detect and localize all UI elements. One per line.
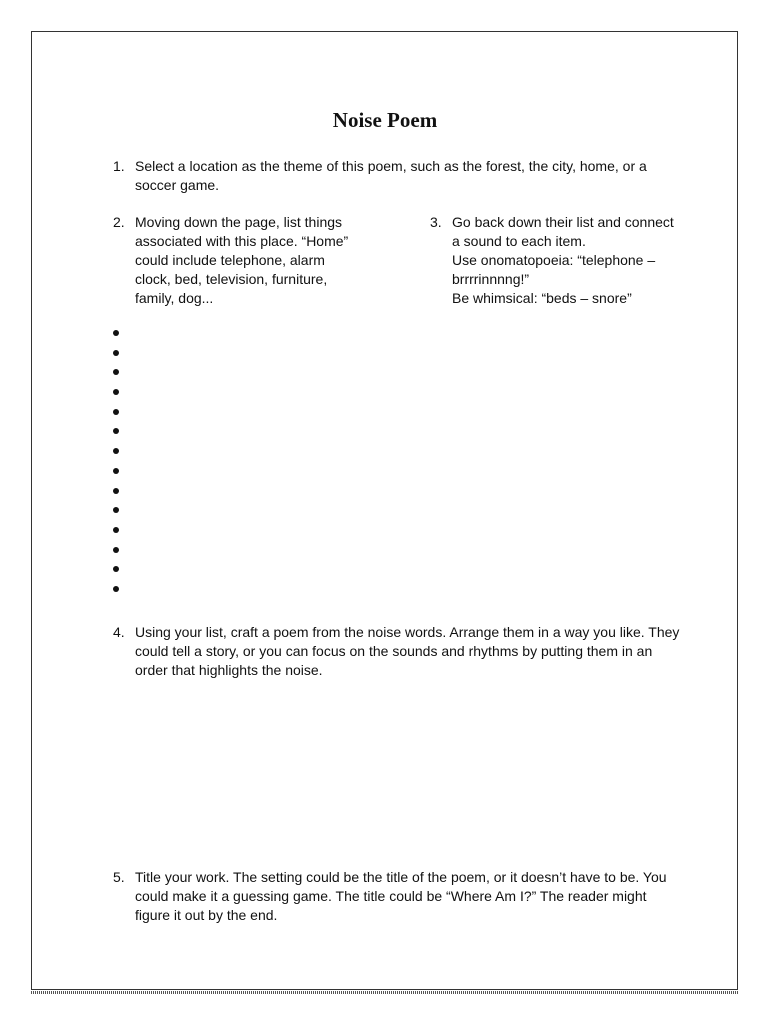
instruction-number: 5. (113, 869, 125, 885)
bullet-point (113, 547, 119, 553)
bullet-point (113, 428, 119, 434)
instruction-4 (113, 623, 703, 683)
blank-bullet-list (113, 330, 125, 606)
page-border-bottom (31, 991, 738, 994)
instruction-text: Title your work. The setting could be the title of the poem, or it doesn’t have to be. You could make it a guessing game. The title could be “Where Am I?” The reader might figure it out by the end. (135, 869, 667, 923)
instruction-text: Go back down their list and connect a sound to each item. Use onomatopoeia: “telephone – brrrrinnnng!” Be whimsical: “beds – snore” (452, 214, 674, 306)
instruction-2 (113, 213, 403, 313)
bullet-point (113, 586, 119, 592)
instruction-3 (430, 213, 710, 313)
bullet-point (113, 507, 119, 513)
instruction-number: 2. (113, 214, 125, 230)
instruction-1 (113, 157, 693, 197)
instruction-5 (113, 868, 703, 928)
bullet-point (113, 488, 119, 494)
instruction-number: 4. (113, 624, 125, 640)
bullet-point (113, 369, 119, 375)
instruction-text: Select a location as the theme of this poem, such as the forest, the city, home, or a soccer game. (135, 158, 647, 193)
bullet-point (113, 409, 119, 415)
bullet-point (113, 330, 119, 336)
bullet-point (113, 566, 119, 572)
instruction-number: 3. (430, 214, 442, 230)
bullet-point (113, 350, 119, 356)
instruction-text: Using your list, craft a poem from the noise words. Arrange them in a way you like. They could tell a story, or you can focus on the sounds and rhythms by putting them in an order that highlights the noise. (135, 624, 680, 678)
instruction-text: Moving down the page, list things associated with this place. “Home” could include telephone, alarm clock, bed, television, furniture, family, dog... (135, 214, 349, 306)
bullet-point (113, 527, 119, 533)
page-title: Noise Poem (332, 108, 438, 132)
bullet-point (113, 389, 119, 395)
bullet-point (113, 448, 119, 454)
bullet-point (113, 468, 119, 474)
instruction-number: 1. (113, 158, 125, 174)
